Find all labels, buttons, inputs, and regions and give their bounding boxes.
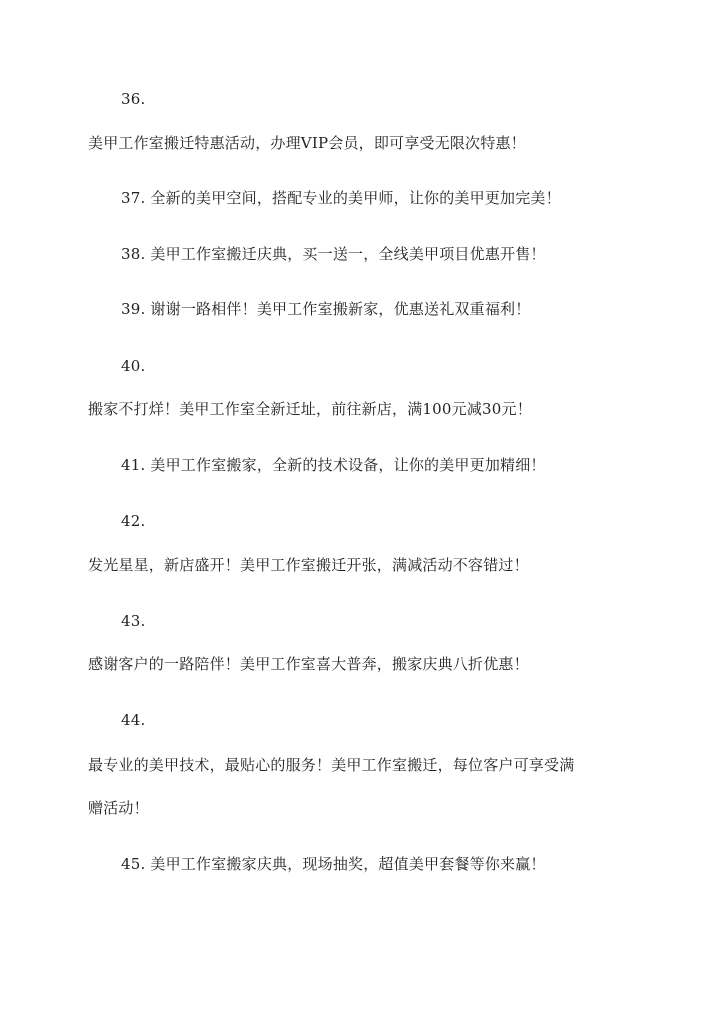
item-42-number: 42. <box>121 512 146 530</box>
item-44-text: 最专业的美甲技术，最贴心的服务！美甲工作室搬迁，每位客户可享受满 <box>88 756 575 774</box>
item-45-text: 45. 美甲工作室搬家庆典，现场抽奖，超值美甲套餐等你来赢！ <box>121 855 546 873</box>
item-40-text: 搬家不打烊！美甲工作室全新迁址，前往新店，满100元减30元！ <box>88 400 532 418</box>
item-37-text: 37. 全新的美甲空间，搭配专业的美甲师，让你的美甲更加完美！ <box>121 189 561 207</box>
item-44-number: 44. <box>121 711 146 729</box>
item-40-number: 40. <box>121 357 146 375</box>
item-44-text-continued: 赠活动！ <box>88 799 149 817</box>
item-36-text: 美甲工作室搬迁特惠活动，办理VIP会员，即可享受无限次特惠！ <box>88 134 526 152</box>
item-41-text: 41. 美甲工作室搬家，全新的技术设备，让你的美甲更加精细！ <box>121 456 546 474</box>
item-36-number: 36. <box>121 90 146 108</box>
item-42-text: 发光星星，新店盛开！美甲工作室搬迁开张，满减活动不容错过！ <box>88 556 529 574</box>
item-43-text: 感谢客户的一路陪伴！美甲工作室喜大普奔，搬家庆典八折优惠！ <box>88 655 529 673</box>
item-43-number: 43. <box>121 612 146 630</box>
item-39-text: 39. 谢谢一路相伴！美甲工作室搬新家，优惠送礼双重福利！ <box>121 300 531 318</box>
item-38-text: 38. 美甲工作室搬迁庆典，买一送一，全线美甲项目优惠开售！ <box>121 245 546 263</box>
